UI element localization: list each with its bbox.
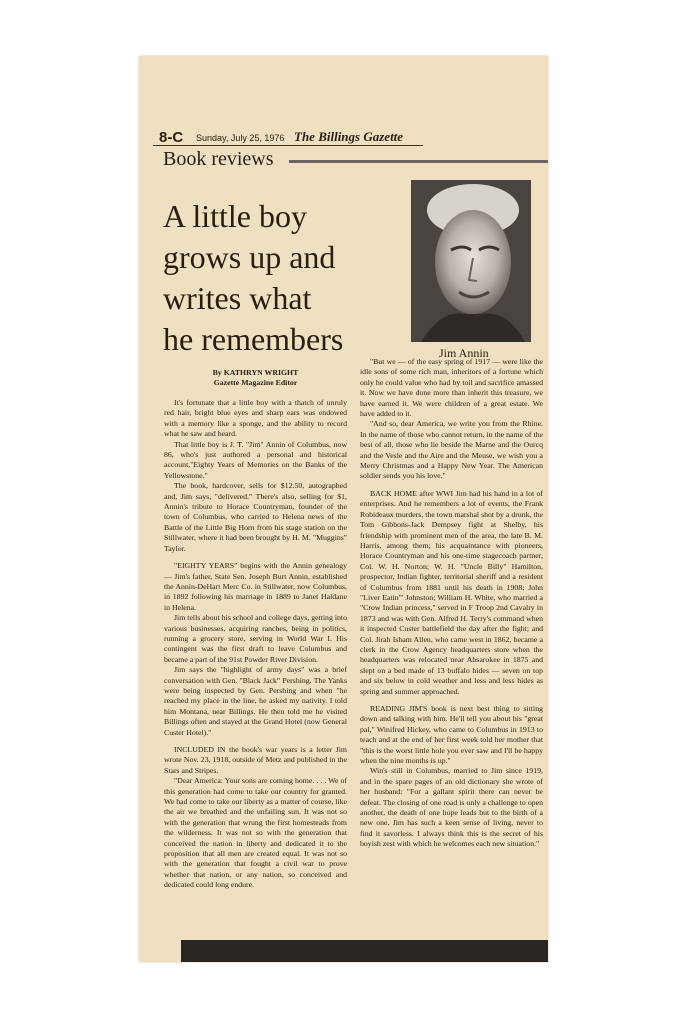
byline-author: By KATHRYN WRIGHT bbox=[212, 368, 299, 377]
paragraph: "EIGHTY YEARS" begins with the Annin genealogy — Jim's father, State Sen. Joseph Burt Annin, established the Annin-DeHart Merc Co. in Stillwater, now Columbus, in 1892 following his marriage in 1889 to Janet Haldane in Helena. bbox=[164, 561, 347, 612]
paragraph: Jim says the "highlight of army days" was a brief conversation with Gen. "Black Jack" Pershing. The Yanks were being inspected by Gen. Pershing and when "he reached my place in the line, he asked my nativity. I told him Montana, near Billings. He then told me he visited Billings often and stayed at the Grand Hotel (now General Custer Hotel)." bbox=[164, 665, 347, 737]
paragraph: "Dear America: Your sons are coming home. . . . We of this generation had come to take our country for granted. We had come to take our liberty as a matter of course, like the air we breathed and the unfailing sun. It was not so with the generation that wrung the first homesteads from the wilderness. It was not so with the generation that conceived the nation in liberty and dedicated it to the proposition that all men are created equal. It was not so with the generation that fought a civil war to prove whether that nation, or any nation, so conceived and dedicated could long endure. bbox=[164, 776, 347, 890]
paragraph: READING JIM'S book is next best thing to sitting down and talking with him. He'll tell you about his "great pal," Winifred Hickey, who came to Columbus in 1913 to teach and at the end of her first week told her mother that "this is the worst little hole you ever saw and I'll be happy when the nine months is up." bbox=[360, 704, 543, 766]
paragraph: BACK HOME after WWI Jim had his hand in a lot of enterprises. And he remembers a lot of events, the Frank Robideaux murders, the town marshal shot by a drunk, the Tom Gibbons-Jack Dempsey fight at Shelby, his friendship with prominent men of the area, the late B. M. Harris, among them; his acquaintance with pioneers, Horace Countryman and his one-time stagecoach partner, Col. W. H. Norton; W. H. "Uncle Billy" Hamilton, prospector, Indian fighter, territorial sheriff and a resident of Columbus from 1881 until his death in 1908; John "Liver Eatin'" Johnston; William H. White, who married a "Crow Indian princess," served in F Troop 2nd Cavalry in 1873 and was with Gen. Alfred H. Terry's command when it inspected Custer battlefield the day after the fight; and Col. Jirah Isham Allen, who came west in 1862, became a clerk in the Crow Agency headquarters store when the headquarters was relocated near Absarokee in 1875 and slept on a bed made of 13 buffalo hides — seven on top and six below in cold weather and less and less hides as spring and summer approached. bbox=[360, 488, 543, 696]
byline-title: Gazette Magazine Editor bbox=[213, 378, 298, 387]
paragraph: It's fortunate that a little boy with a thatch of unruly red hair, bright blue eyes and sharp ears was endowed with a memory like a sponge, and the ability to record what he saw and heard. bbox=[164, 398, 347, 439]
paragraph: That little boy is J. T. "Jim" Annin of Columbus, now 86, who's just authored a personal and historical account,"Eighty Years of Memories on the Banks of the Yellowstone." bbox=[164, 439, 347, 480]
headline-line: writes what bbox=[163, 280, 312, 316]
newspaper-masthead: The Billings Gazette bbox=[294, 129, 404, 144]
portrait-photo bbox=[411, 180, 531, 342]
paragraph: Jim tells about his school and college days, getting into various businesses, acquiring ranches, being in politics, running a grocery store, serving in World War I. His contingent was the first draft to leave Columbus and became a part of the 91st Powder River Division. bbox=[164, 613, 347, 664]
bottom-ad-strip bbox=[181, 940, 548, 962]
byline bbox=[164, 368, 347, 388]
paragraph: "And so, dear America, we write you from the Rhine. In the name of those who cannot return, in the name of the best of all, those who lie beside the Marne and the Ourcq and the Vesle and the Aire and the Meuse, we wish you a Merry Christmas and a Happy New Year. The American soldier sends you his love." bbox=[360, 419, 543, 481]
headline bbox=[163, 196, 408, 360]
headline-line: he remembers bbox=[163, 321, 344, 357]
article-column-left bbox=[164, 368, 347, 891]
headline-line: grows up and bbox=[163, 239, 336, 275]
article-column-right bbox=[360, 357, 543, 850]
paragraph: "But we — of the easy spring of 1917 — were like the idle sons of some rich man, inheritors of a fortune which only he could value who had by toil and sacrifice amassed it. Now we have done more than inherit this treasure, we have earned it. We were children of a great estate. We have added to it. bbox=[360, 357, 543, 419]
photo-caption: Jim Annin bbox=[439, 346, 489, 360]
issue-date: Sunday, July 25, 1976 bbox=[196, 133, 285, 143]
paragraph: INCLUDED IN the book's war years is a letter Jim wrote Nov. 23, 1918, outside of Metz and published in the Stars and Stripes. bbox=[164, 745, 347, 775]
paragraph: Win's still in Columbus, married to Jim since 1919, and in the spare pages of an old dictionary she wrote of her husband: "For a gallant spirit there can never be defeat. The closing of one road is only a challenge to open another, the death of one hope leads but to the birth of a new one. Jim has such a keen sense of living, never to find it savorless. I always think this is the secret of his boyish zest with which he welcomes each new situation." bbox=[360, 766, 543, 849]
header-rule bbox=[153, 145, 423, 146]
headline-line: A little boy bbox=[163, 198, 307, 234]
section-divider bbox=[289, 160, 548, 163]
newspaper-clipping bbox=[139, 56, 548, 962]
paragraph: The book, hardcover, sells for $12.50, autographed and, Jim says, "delivered." There's also, selling for $1, Annin's tribute to Horace Countryman, founder of the town of Columbus, who carried to Helena news of the Battle of the Little Big Horn from his stage station on the Stillwater, where it had been brought by H. M. "Muggins" Taylor. bbox=[164, 481, 347, 553]
page-number: 8-C bbox=[159, 129, 184, 146]
section-title: Book reviews bbox=[163, 148, 274, 170]
